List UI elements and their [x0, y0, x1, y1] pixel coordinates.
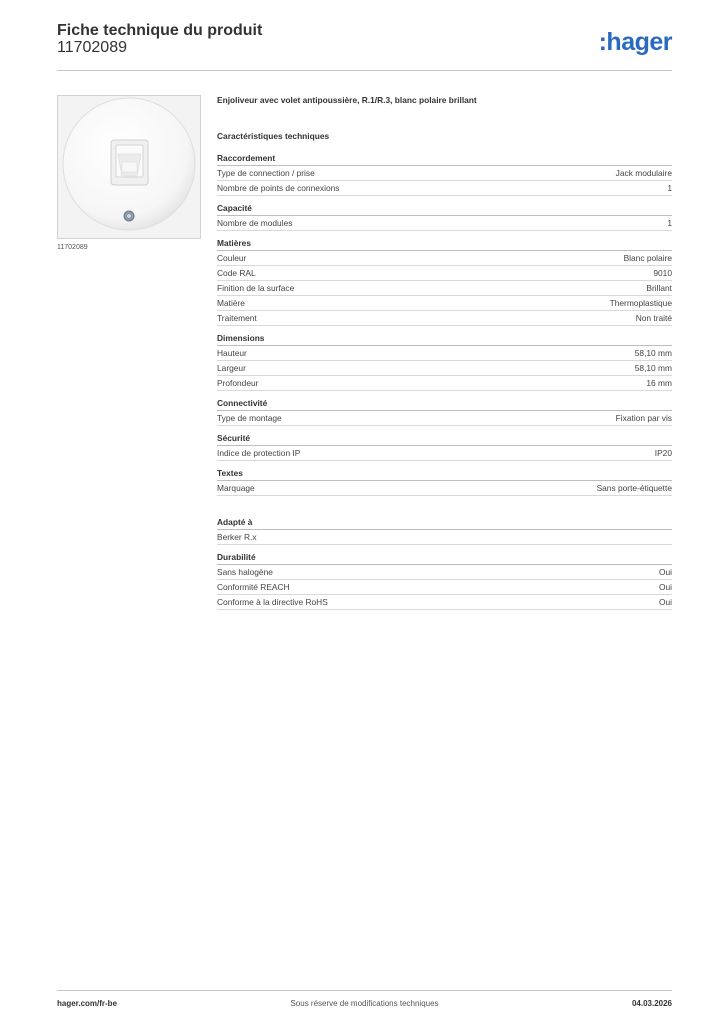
page-footer — [57, 990, 672, 1011]
spec-row — [217, 281, 672, 296]
product-description: Enjoliveur avec volet antipoussière, R.1/R.3, blanc polaire brillant — [217, 95, 477, 105]
section-matieres — [217, 236, 672, 326]
spec-label: Nombre de points de connexions — [217, 183, 340, 193]
spec-value: Oui — [658, 597, 672, 607]
spec-row — [217, 266, 672, 281]
section-title: Durabilité — [217, 550, 672, 565]
spec-label: Profondeur — [217, 378, 259, 388]
specifications — [217, 93, 672, 615]
spec-row — [217, 311, 672, 326]
spec-row — [217, 595, 672, 610]
product-image — [57, 95, 201, 239]
spec-value: Jack modulaire — [615, 168, 672, 178]
spec-label: Sans halogène — [217, 567, 273, 577]
section-connectivite — [217, 396, 672, 426]
spec-label: Finition de la surface — [217, 283, 295, 293]
section-title: Capacité — [217, 201, 672, 216]
spec-value: Fixation par vis — [615, 413, 672, 423]
spec-row — [217, 530, 672, 545]
hager-logo: :hager — [598, 28, 672, 56]
section-raccordement — [217, 151, 672, 196]
page-header — [57, 20, 672, 71]
section-durabilite — [217, 550, 672, 610]
section-dimensions — [217, 331, 672, 391]
spec-value: 1 — [667, 183, 672, 193]
product-reference: 11702089 — [57, 39, 127, 56]
spec-label: Nombre de modules — [217, 218, 293, 228]
website-link[interactable]: hager.com/fr-be — [57, 999, 118, 1008]
document-date: 04.03.2026 — [631, 999, 672, 1008]
spec-label: Indice de protection IP — [217, 448, 301, 458]
spec-row — [217, 565, 672, 580]
footer-notice: Sous réserve de modifications techniques — [290, 999, 439, 1008]
spec-label: Berker R.x — [217, 532, 257, 542]
spec-label: Code RAL — [217, 268, 256, 278]
spec-value: Brillant — [646, 283, 672, 293]
spec-value: Oui — [658, 567, 672, 577]
spec-label: Type de montage — [217, 413, 282, 423]
section-adapte — [217, 515, 672, 545]
spec-label: Conforme à la directive RoHS — [217, 597, 328, 607]
spec-row — [217, 166, 672, 181]
section-textes — [217, 466, 672, 496]
spec-value: 58,10 mm — [634, 363, 672, 373]
section-title: Sécurité — [217, 431, 672, 446]
spec-value: Non traité — [635, 313, 672, 323]
spec-value: 58,10 mm — [634, 348, 672, 358]
spec-value: 1 — [667, 218, 672, 228]
section-title: Raccordement — [217, 151, 672, 166]
section-title: Matières — [217, 236, 672, 251]
document-title: Fiche technique du produit — [57, 22, 263, 39]
spec-row — [217, 446, 672, 461]
spec-row — [217, 216, 672, 231]
spec-label: Hauteur — [217, 348, 247, 358]
spec-row — [217, 411, 672, 426]
spec-row — [217, 361, 672, 376]
spec-value: Thermoplastique — [609, 298, 672, 308]
spec-label: Largeur — [217, 363, 246, 373]
spec-row — [217, 296, 672, 311]
spec-label: Matière — [217, 298, 245, 308]
spec-value: 9010 — [653, 268, 672, 278]
spec-row — [217, 346, 672, 361]
spec-label: Couleur — [217, 253, 247, 263]
spec-row — [217, 481, 672, 496]
spec-label: Type de connection / prise — [217, 168, 315, 178]
spec-row — [217, 251, 672, 266]
spec-value: Oui — [658, 582, 672, 592]
spec-value: IP20 — [654, 448, 672, 458]
section-title: Dimensions — [217, 331, 672, 346]
tech-heading: Caractéristiques techniques — [217, 131, 330, 141]
spec-label: Traitement — [217, 313, 257, 323]
spec-value: 16 mm — [646, 378, 672, 388]
spec-value: Blanc polaire — [623, 253, 672, 263]
section-title: Textes — [217, 466, 672, 481]
section-capacite — [217, 201, 672, 231]
spec-label: Conformité REACH — [217, 582, 290, 592]
product-cover-plate-image — [58, 96, 200, 238]
spec-row — [217, 181, 672, 196]
spec-row — [217, 580, 672, 595]
section-securite — [217, 431, 672, 461]
spec-row — [217, 376, 672, 391]
image-caption: 11702089 — [57, 244, 88, 251]
section-title: Connectivité — [217, 396, 672, 411]
spec-value: Sans porte-étiquette — [596, 483, 672, 493]
spec-label: Marquage — [217, 483, 255, 493]
section-title: Adapté à — [217, 515, 672, 530]
